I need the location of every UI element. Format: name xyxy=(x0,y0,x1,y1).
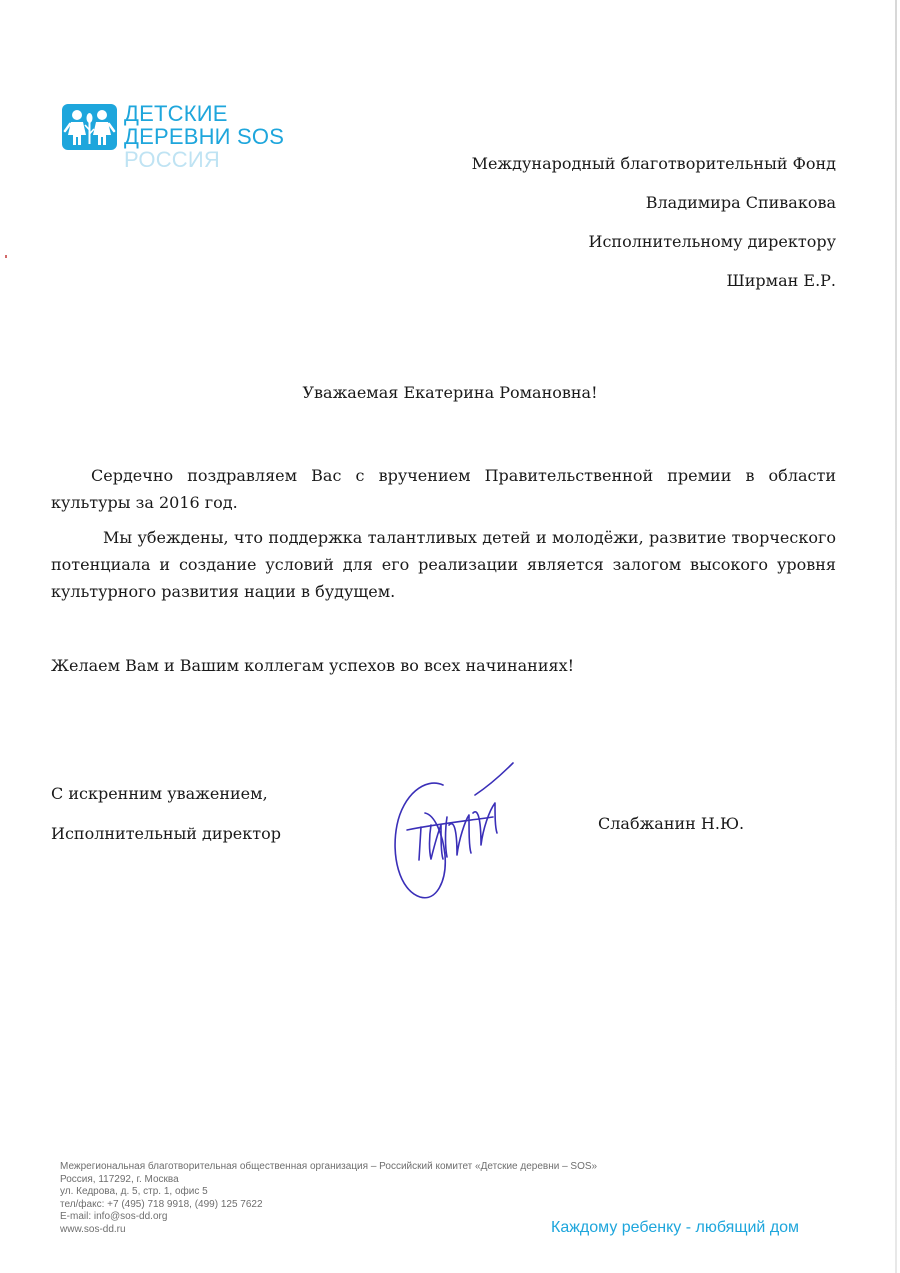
addressee-line-3: Исполнительному директору xyxy=(588,232,836,251)
signer-name: Слабжанин Н.Ю. xyxy=(598,814,745,833)
body-paragraph-2: Мы убеждены, что поддержка талантливых детей и молодёжи, развитие творческого потенциала и создание условий для его реализации является залогом высокого уровня культурного развития нации в будущем. xyxy=(51,528,836,601)
footer-street: ул. Кедрова, д. 5, стр. 1, офис 5 xyxy=(60,1186,208,1197)
wish-line: Желаем Вам и Вашим коллегам успехов во всех начинаниях! xyxy=(51,656,575,675)
body-paragraph-1: Сердечно поздравляем Вас с вручением Правительственной премии в области культуры за 2016 год. xyxy=(51,466,836,512)
footer-web: www.sos-dd.ru xyxy=(60,1223,126,1235)
sos-children-logo-icon xyxy=(62,104,117,150)
addressee-line-1: Международный благотворительный Фонд xyxy=(471,154,836,173)
addressee-line-4: Ширман Е.Р. xyxy=(726,271,836,290)
handwritten-signature xyxy=(385,755,525,905)
footer-slogan: Каждому ребенку - любящий дом xyxy=(551,1219,800,1236)
footer-details xyxy=(60,1161,597,1236)
footer-city: Россия, 117292, г. Москва xyxy=(60,1173,179,1185)
scan-speck xyxy=(5,255,7,258)
closing-position: Исполнительный директор xyxy=(51,824,281,843)
logo-line-1: ДЕТСКИЕ xyxy=(124,101,228,126)
salutation: Уважаемая Екатерина Романовна! xyxy=(302,383,598,402)
logo-wordmark xyxy=(124,102,284,171)
footer-org: Межрегиональная благотворительная общественная организация – Российский комитет «Детские деревни – SOS» xyxy=(60,1161,598,1172)
closing-block xyxy=(51,774,281,854)
footer-email: E-mail: info@sos-dd.org xyxy=(60,1211,168,1222)
addressee-block xyxy=(472,144,836,300)
scan-edge-line xyxy=(895,0,897,1273)
organization-logo xyxy=(62,101,322,174)
footer-phone: тел/факс: +7 (495) 718 9918, (499) 125 7622 xyxy=(60,1198,263,1210)
logo-line-3: РОССИЯ xyxy=(124,147,220,172)
logo-line-2: ДЕРЕВНИ SOS xyxy=(124,124,285,149)
closing-regards: С искренним уважением, xyxy=(51,784,268,803)
addressee-line-2: Владимира Спивакова xyxy=(645,193,836,212)
